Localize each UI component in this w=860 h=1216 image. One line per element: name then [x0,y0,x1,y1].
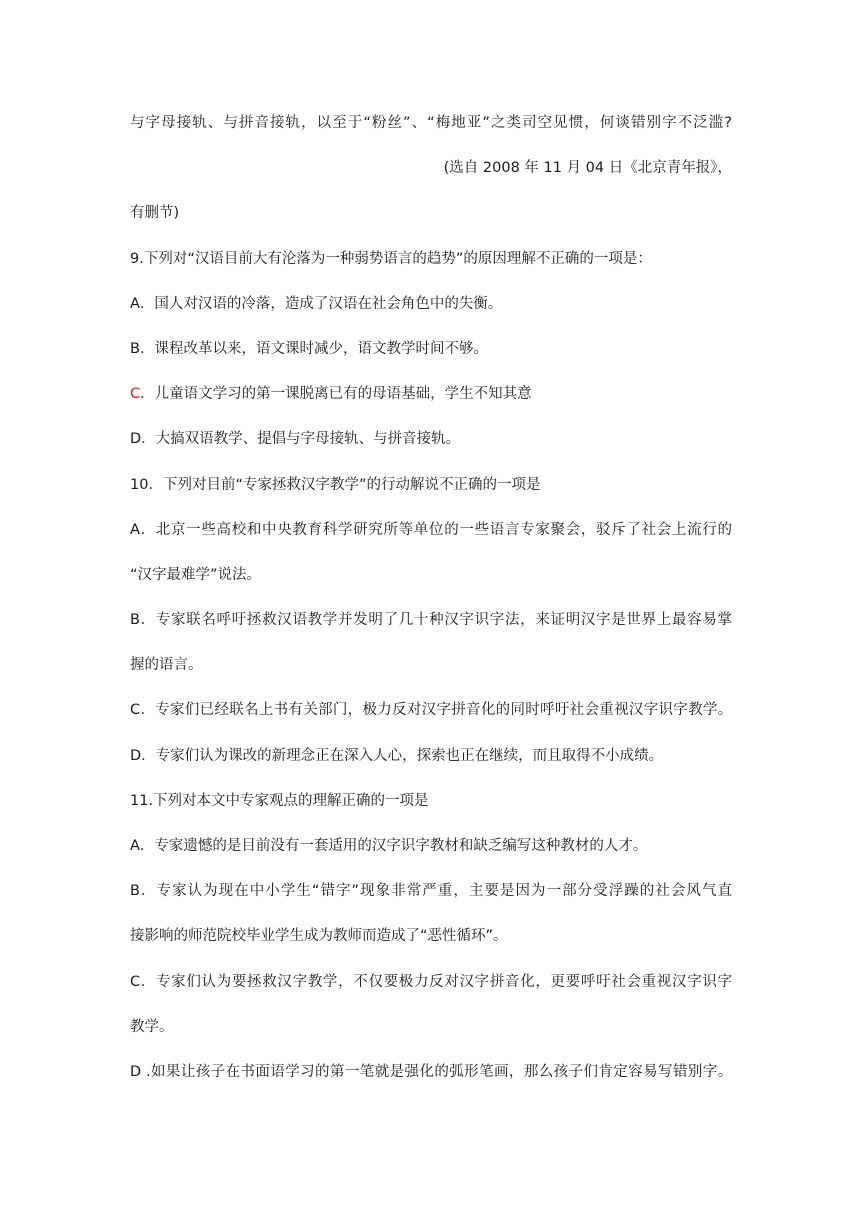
option-letter: A [130,521,140,538]
option-text: ．专家遗憾的是目前没有一套适用的汉字识字教材和缺乏编写这种教材的人才。 [139,838,648,854]
question-10-option-b-continued: 握的语言。 [130,657,203,674]
option-text: ．国人对汉语的冷落，造成了汉语在社会角色中的失衡。 [139,295,503,312]
question-10-stem: 10．下列对目前“专家拯救汉字教学”的行动解说不正确的一项是 [130,476,541,493]
intro-paragraph-line: 与字母接轨、与拼音接轨，以至于“粉丝”、“梅地亚”之类司空见惯，何谈错别字不泛滥? [130,115,732,131]
option-text: .如果让孩子在书面语学习的第一笔就是强化的弧形笔画，那么孩子们肯定容易写错别字。 [140,1063,732,1080]
option-letter: D [130,747,142,764]
option-letter: A [130,295,140,312]
question-11-option-c-continued: 教学。 [130,1018,174,1035]
question-9-option-d [130,428,732,450]
question-9-stem: 9.下列对“汉语目前大有沦落为一种弱势语言的趋势”的原因理解不正确的一项是： [130,250,652,267]
option-letter: C [130,702,140,719]
option-letter: D [130,1063,141,1080]
option-text: ．课程改革以来，语文课时减少，语文教学时间不够。 [139,340,488,357]
source-citation: (选自 2008 年 11 月 04 日《北京青年报》， [443,160,732,177]
option-text: ．专家联名呼吁拯救汉语教学并发明了几十种汉字识字法，来证明汉字是世界上最容易掌 [139,612,732,629]
question-11-option-b [130,880,732,902]
option-letter: A [130,838,140,854]
option-text: ．专家们认为要拯救汉字教学，不仅要极力反对汉字拼音化，更要呼吁社会重视汉字识字 [140,973,732,990]
option-text: ．大搞双语教学、提倡与字母接轨、与拼音接轨。 [141,431,461,448]
question-10-option-a [130,519,732,541]
option-letter-highlighted: C [130,386,141,403]
question-11-option-d [130,1061,732,1083]
question-11-option-a [130,835,732,857]
source-citation-continued: 有删节) [130,205,180,222]
option-letter: C [130,973,141,990]
question-10-option-d [130,745,732,767]
option-text: ．专家们认为课改的新理念正在深入人心，探索也正在继续，而且取得不小成绩。 [141,747,664,764]
option-letter: B [130,883,140,900]
question-10-option-c [130,699,732,721]
question-11-stem: 11.下列对本文中专家观点的理解正确的一项是 [130,792,429,809]
question-10-option-a-continued: “汉字最难学”说法。 [130,566,262,583]
question-9-option-b [130,338,732,360]
option-text: ．北京一些高校和中央教育科学研究所等单位的一些语言专家聚会，驳斥了社会上流行的 [139,521,732,538]
option-text: ．专家们已经联名上书有关部门，极力反对汉字拼音化的同时呼吁社会重视汉字识字教学。 [139,702,732,719]
question-10-option-b [130,609,732,631]
question-11-option-b-continued: 接影响的师范院校毕业学生成为教师而造成了“恶性循环”。 [130,928,508,945]
question-11-option-c [130,971,732,993]
question-9-option-a [130,293,732,315]
option-letter: B [130,340,140,357]
option-letter: D [130,431,142,448]
option-text: ．专家认为现在中小学生“错字”现象非常严重，主要是因为一部分受浮躁的社会风气直 [139,883,732,900]
document-page [130,112,732,1106]
option-text: ．儿童语文学习的第一课脱离已有的母语基础，学生不知其意 [140,386,532,403]
option-letter: B [130,612,140,629]
question-9-option-c [130,383,732,405]
